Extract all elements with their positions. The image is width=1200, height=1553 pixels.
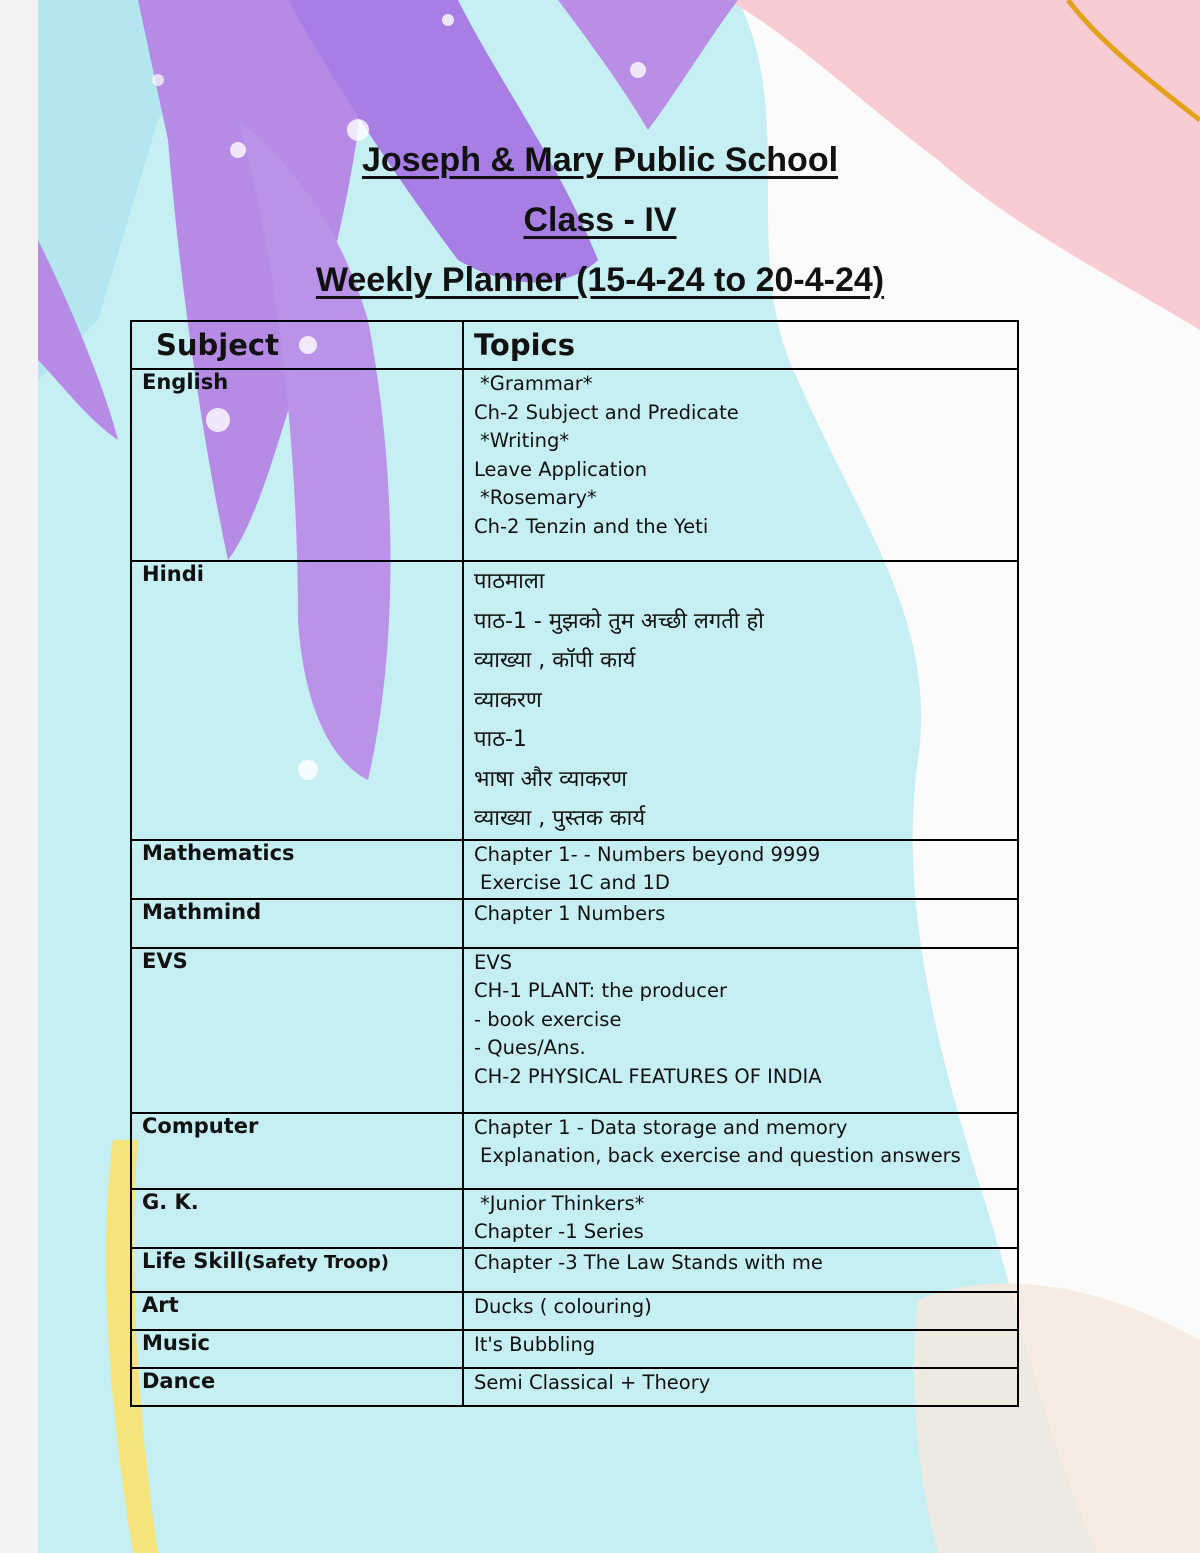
topic-line: Ch-2 Subject and Predicate — [474, 400, 739, 424]
topic-line: व्याकरण — [474, 687, 542, 713]
topic-line: पाठ-1 — [474, 727, 527, 752]
topic-line: CH-1 PLANT: the producer — [474, 979, 728, 1003]
table-row — [131, 840, 1018, 899]
subject-label: Life Skill — [142, 1248, 244, 1273]
topic-line: व्याख्या , पुस्तक कार्य — [474, 806, 646, 831]
table-row — [131, 1248, 1018, 1292]
subject-cell: Mathematics — [131, 840, 463, 899]
topics-cell — [463, 1330, 1018, 1368]
topic-line: - book exercise — [474, 1007, 622, 1031]
planner-title: Weekly Planner (15-4-24 to 20-4-24) — [315, 261, 885, 299]
topic-line: Leave Application — [474, 457, 648, 481]
topic-line: Chapter 1 - Data storage and memory — [474, 1115, 848, 1139]
topics-cell — [463, 369, 1018, 561]
topic-line: Ducks ( colouring) — [474, 1294, 652, 1318]
topic-line: - Ques/Ans. — [474, 1036, 586, 1060]
topic-line: *Writing* — [480, 429, 570, 453]
topic-line: Chapter 1- - Numbers beyond 9999 — [474, 842, 821, 866]
table-row — [131, 561, 1018, 840]
subject-cell: Computer — [131, 1113, 463, 1189]
topics-cell — [463, 561, 1018, 840]
table-row — [131, 948, 1018, 1113]
header-subject: Subject — [131, 321, 463, 369]
subject-note: (Safety Troop) — [243, 1251, 389, 1273]
subject-cell: Music — [131, 1330, 463, 1368]
topics-cell — [463, 840, 1018, 899]
topic-line: व्याख्या , कॉपी कार्य — [474, 648, 636, 673]
topic-line: CH-2 PHYSICAL FEATURES OF INDIA — [474, 1065, 822, 1089]
topic-line: Explanation, back exercise and question answers — [480, 1144, 961, 1168]
topic-line: Chapter -3 The Law Stands with me — [474, 1250, 823, 1274]
subject-cell: Dance — [131, 1368, 463, 1406]
subject-cell: Hindi — [131, 561, 463, 840]
table-row — [131, 1189, 1018, 1248]
subject-cell: Mathmind — [131, 899, 463, 948]
topic-line: पाठ-1 - मुझको तुम अच्छी लगती हो — [474, 608, 764, 634]
table-row — [131, 1330, 1018, 1368]
subject-cell: Art — [131, 1292, 463, 1330]
class-title: Class - IV — [523, 201, 677, 239]
weekly-planner-table — [130, 320, 1019, 1407]
topic-line: पाठमाला — [474, 569, 545, 594]
topic-line: *Rosemary* — [480, 486, 597, 510]
topics-cell — [463, 1248, 1018, 1292]
subject-cell — [131, 1248, 463, 1292]
table-row — [131, 1292, 1018, 1330]
topic-line: भाषा और व्याकरण — [474, 766, 627, 792]
topics-cell — [463, 899, 1018, 948]
table-header-row — [131, 321, 1018, 369]
topics-cell — [463, 948, 1018, 1113]
topics-cell — [463, 1292, 1018, 1330]
topic-line: Chapter -1 Series — [474, 1220, 644, 1244]
topic-line: *Junior Thinkers* — [480, 1191, 645, 1215]
topic-line: Semi Classical + Theory — [474, 1370, 711, 1394]
school-title: Joseph & Mary Public School — [361, 141, 839, 179]
topics-cell — [463, 1189, 1018, 1248]
table-row — [131, 1368, 1018, 1406]
topic-line: EVS — [474, 950, 513, 974]
topics-cell — [463, 1113, 1018, 1189]
topics-cell — [463, 1368, 1018, 1406]
subject-cell: English — [131, 369, 463, 561]
topic-line: It's Bubbling — [474, 1332, 596, 1356]
topic-line: Exercise 1C and 1D — [480, 871, 670, 895]
table-row — [131, 1113, 1018, 1189]
table-row — [131, 899, 1018, 948]
subject-cell: EVS — [131, 948, 463, 1113]
topic-line: *Grammar* — [480, 372, 593, 395]
topic-line: Chapter 1 Numbers — [474, 901, 666, 925]
subject-cell: G. K. — [131, 1189, 463, 1248]
topic-line: Ch-2 Tenzin and the Yeti — [474, 514, 709, 538]
header-topics: Topics — [463, 321, 1018, 369]
table-row — [131, 369, 1018, 561]
